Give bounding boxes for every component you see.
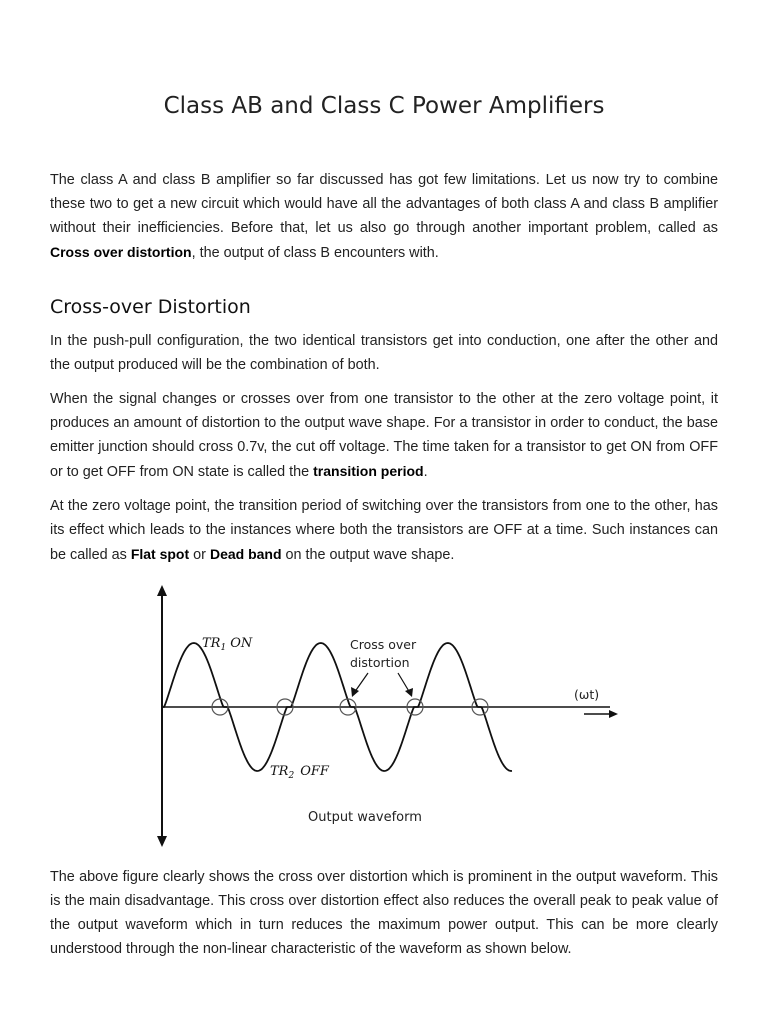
section-paragraph-3 [50,494,718,567]
p3-text-1: At the zero voltage point, the transition period of switching over the transistors from one to the other, has its effect which leads to the instances where both the transistors are OFF at a time. Such instances can be called as [50,498,718,563]
section-paragraph-2 [50,387,718,484]
figure-caption: Output waveform [308,810,422,825]
section-heading: Cross-over Distortion [50,296,251,318]
intro-text-2: , the output of class B encounters with. [191,245,439,261]
annotation-line-2: distortion [350,655,410,670]
vertical-axis-arrow-down [157,836,167,847]
p3-text-3: on the output wave shape. [281,547,455,563]
p3-text-2: or [189,547,210,563]
p2-text-2: . [423,464,428,480]
term-dead-band: Dead band [209,546,282,562]
output-waveform-figure [50,585,718,855]
term-cross-over-distortion: Cross over distortion [50,244,192,260]
tr1-label: $TR_1$ ON [202,636,253,653]
p2-text-1: When the signal changes or crosses over from one transistor to the other at the zero voltage point, it produces an amount of distortion to the output wave shape. For a transistor in order to conduct, the base emitter junction should cross 0.7v, the cut off voltage. The time taken for a transistor to get ON from OFF or to get OFF from ON state is called the [50,391,718,480]
axis-label-omega-t: (ωt) [574,687,600,702]
intro-text-1: The class A and class B amplifier so far discussed has got few limitations. Let us now try to combine these two to get a new circuit which would have all the advantages of both class A and class B amplifier without their inefficiencies. Before that, let us also go through another important problem, called as [50,172,718,236]
tr2-label: $TR_2$ OFF [270,764,329,781]
section-paragraph-1: In the push-pull configuration, the two identical transistors get into conduction, one after the other and the output produced will be the combination of both. [50,333,718,373]
term-flat-spot: Flat spot [130,546,190,562]
after-figure-paragraph: The above figure clearly shows the cross over distortion which is prominent in the output waveform. This is the main disadvantage. This cross over distortion effect also reduces the overall peak to peak value of the output waveform which in turn reduces the maximum power output. This can be more clearly understood through the non-linear characteristic of the waveform as shown below. [50,869,718,957]
waveform-diagram [140,585,680,847]
term-transition-period: transition period [313,463,424,479]
annotation-arrowhead-right [405,688,413,697]
vertical-axis-arrow-up [157,585,167,596]
time-arrowhead [609,710,618,718]
intro-paragraph [50,168,718,265]
page-title: Class AB and Class C Power Amplifiers [163,93,605,119]
annotation-line-1: Cross over [350,637,417,652]
